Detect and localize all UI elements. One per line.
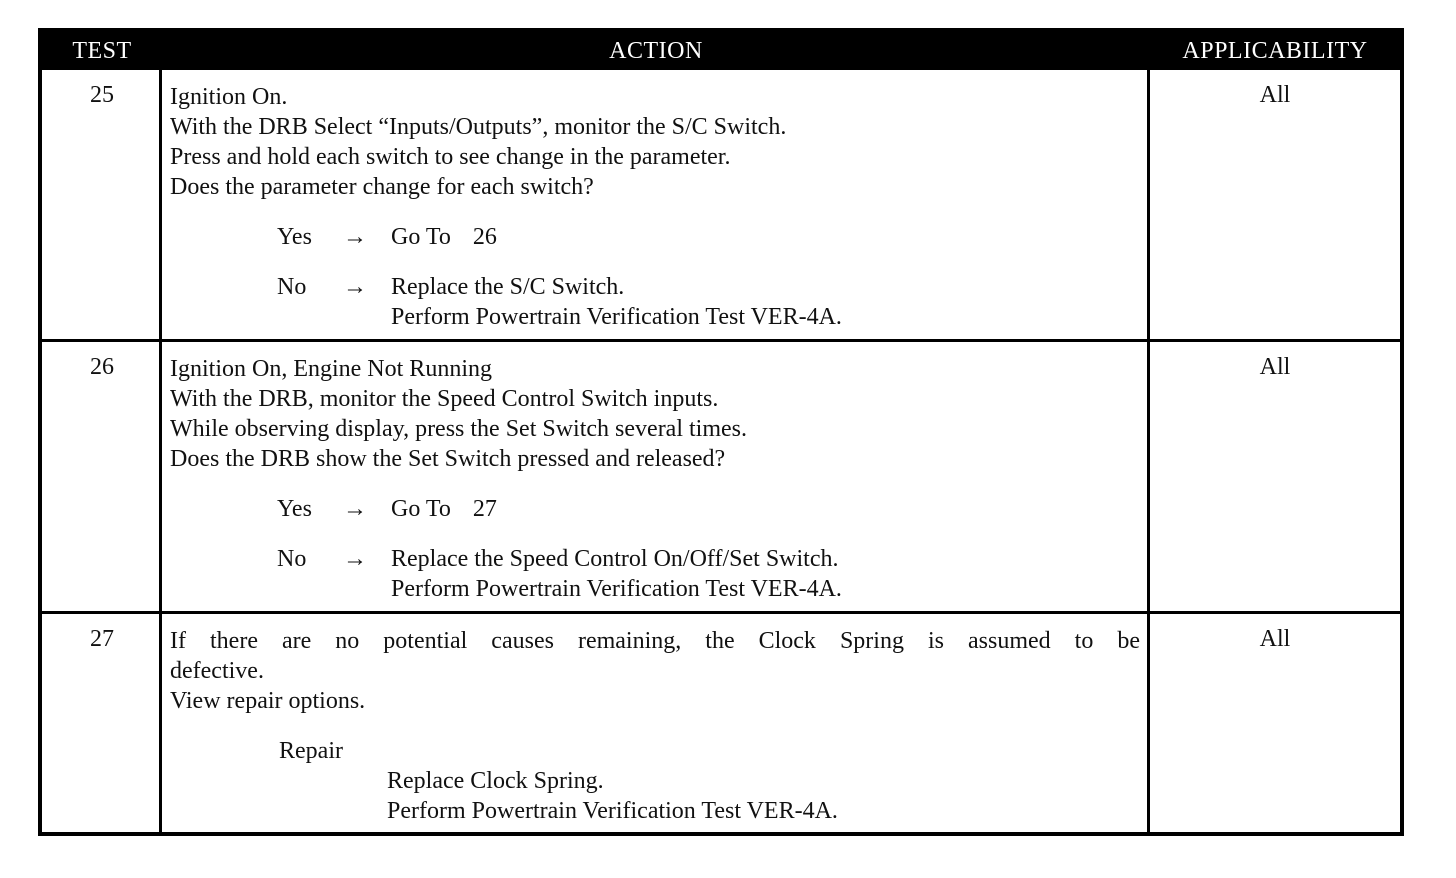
test-number: 26	[90, 354, 114, 380]
yes-branch	[170, 222, 1140, 252]
table-row	[42, 614, 1400, 832]
no-branch	[170, 544, 1140, 574]
goto-label: Go To	[391, 496, 451, 522]
applicability-value: All	[1259, 626, 1291, 652]
action-line: While observing display, press the Set Switch several times.	[170, 416, 747, 442]
action-line: defective.	[170, 658, 264, 684]
no-continuation: Perform Powertrain Verification Test VER-4A.	[391, 576, 842, 602]
yes-label: Yes	[277, 224, 312, 250]
header-action: ACTION	[609, 38, 703, 64]
action-line: With the DRB Select “Inputs/Outputs”, monitor the S/C Switch.	[170, 114, 787, 140]
table-row	[42, 70, 1400, 342]
action-line: Does the parameter change for each switch?	[170, 174, 594, 200]
header-applicability: APPLICABILITY	[1182, 38, 1368, 64]
action-line: Ignition On, Engine Not Running	[170, 356, 492, 382]
action-line: If there are no potential causes remaining, the Clock Spring is assumed to be	[170, 628, 1140, 654]
arrow-icon: →	[343, 224, 367, 250]
no-label: No	[277, 274, 307, 300]
action-cell	[170, 354, 1140, 604]
goto-result	[391, 222, 497, 252]
action-line: With the DRB, monitor the Speed Control Switch inputs.	[170, 386, 719, 412]
diagnostic-test-table	[38, 28, 1404, 836]
arrow-icon: →	[343, 496, 367, 522]
test-number: 27	[90, 626, 114, 652]
no-label: No	[277, 546, 307, 572]
arrow-icon: →	[343, 274, 367, 300]
action-line: View repair options.	[170, 688, 366, 714]
goto-label: Go To	[391, 224, 451, 250]
action-cell	[170, 626, 1140, 826]
goto-result	[391, 494, 497, 524]
action-line: Does the DRB show the Set Switch pressed and released?	[170, 446, 726, 472]
yes-label: Yes	[277, 496, 312, 522]
arrow-icon: →	[343, 546, 367, 572]
goto-target: 26	[472, 224, 497, 250]
test-number: 25	[90, 82, 114, 108]
no-continuation: Perform Powertrain Verification Test VER-4A.	[391, 304, 842, 330]
repair-step: Perform Powertrain Verification Test VER-4A.	[387, 798, 838, 824]
applicability-value: All	[1259, 82, 1291, 108]
yes-branch	[170, 494, 1140, 524]
repair-label: Repair	[279, 738, 343, 764]
table-row	[42, 342, 1400, 614]
header-test: TEST	[72, 38, 132, 64]
no-result: Replace the S/C Switch.	[391, 274, 625, 300]
applicability-value: All	[1259, 354, 1291, 380]
goto-target: 27	[472, 496, 497, 522]
action-line: Ignition On.	[170, 84, 288, 110]
repair-step: Replace Clock Spring.	[387, 768, 604, 794]
no-result: Replace the Speed Control On/Off/Set Switch.	[391, 546, 839, 572]
action-line: Press and hold each switch to see change in the parameter.	[170, 144, 731, 170]
table-header	[42, 32, 1400, 70]
no-branch	[170, 272, 1140, 302]
action-cell	[170, 82, 1140, 332]
